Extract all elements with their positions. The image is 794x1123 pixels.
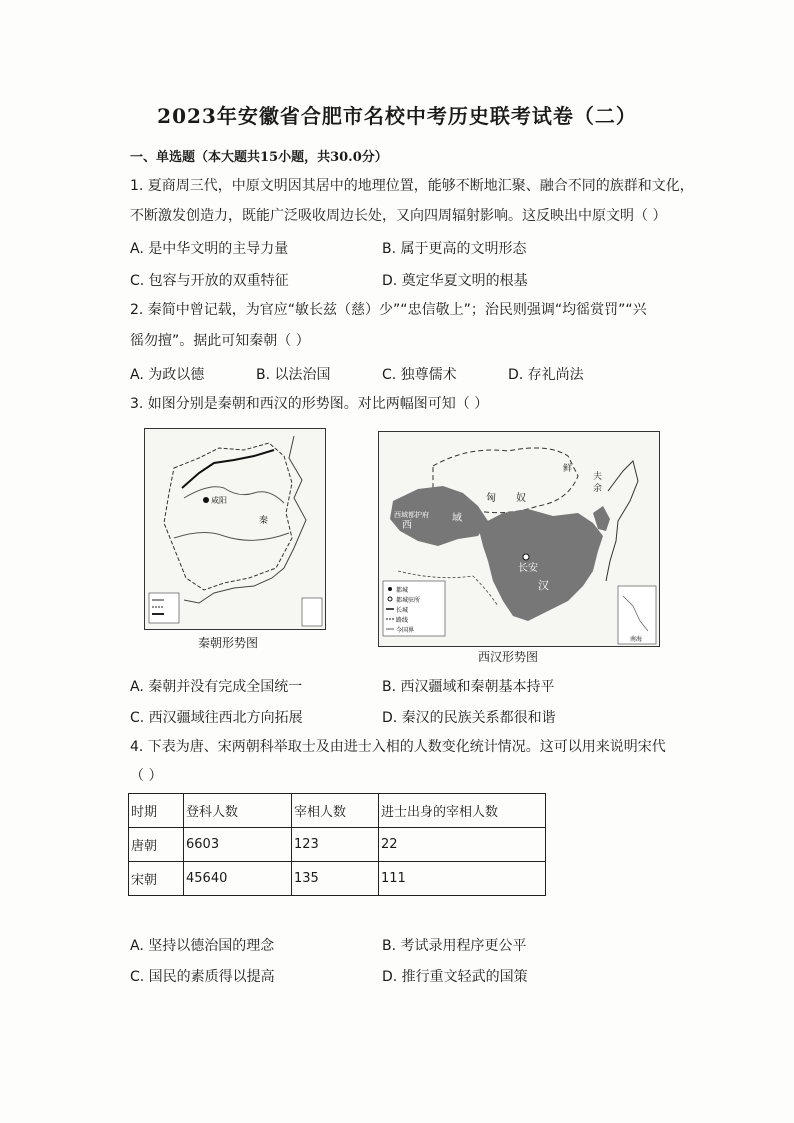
table-cell: 宋朝	[129, 862, 184, 896]
han-map-label-nu: 奴	[516, 493, 526, 504]
han-map-label-protectorate: 西域都护府	[394, 511, 429, 519]
q4-option-a[interactable]: A. 坚持以德治国的理念	[130, 938, 275, 954]
han-legend-route: 路线	[396, 617, 409, 624]
q3-option-c[interactable]: C. 西汉疆域往西北方向拓展	[130, 710, 303, 726]
q1-line-1: 1. 夏商周三代，中原文明因其居中的地理位置，能够不断地汇聚、融合不同的族群和文化，	[130, 178, 694, 194]
q4-option-d[interactable]: D. 推行重文轻武的国策	[382, 969, 528, 985]
han-legend-wall: 长城	[396, 607, 409, 614]
table-cell: 45640	[184, 862, 292, 896]
table-header-cell: 进士出身的宰相人数	[379, 794, 546, 828]
q1-line-2: 不断激发创造力，既能广泛吸收周边长处，又向四周辐射影响。这反映出中原文明（ ）	[130, 208, 667, 224]
q1-option-d[interactable]: D. 奠定华夏文明的根基	[382, 273, 528, 289]
q3-line-1: 3. 如图分别是秦朝和西汉的形势图。对比两幅图可知（ ）	[130, 396, 489, 412]
q2-line-1: 2. 秦简中曾记载，为官应“敏长兹（慈）少”“忠信敬上”；治民则强调“均徭赏罚”“兴	[130, 302, 647, 318]
q2-option-d[interactable]: D. 存礼尚法	[508, 367, 584, 383]
han-legend-border: 今国界	[396, 627, 415, 634]
q2-option-a[interactable]: A. 为政以德	[130, 367, 205, 383]
qin-map-caption: 秦朝形势图	[198, 636, 259, 650]
han-legend-seat: 都城驻所	[396, 597, 421, 604]
q3-option-d[interactable]: D. 秦汉的民族关系都很和谐	[382, 710, 556, 726]
han-map-label-nanhai: 南海	[630, 636, 643, 643]
table-header-cell: 登科人数	[184, 794, 292, 828]
table-cell: 135	[292, 862, 379, 896]
western-han-map	[378, 431, 660, 647]
table-header-cell: 宰相人数	[292, 794, 379, 828]
table-cell: 111	[379, 862, 546, 896]
han-map-label-yu2: 余	[593, 484, 603, 494]
q3-option-b[interactable]: B. 西汉疆域和秦朝基本持平	[382, 679, 555, 695]
han-map-label-han: 汉	[538, 579, 549, 592]
section-heading: 一、单选题（本大题共15小题，共30.0分）	[130, 150, 388, 165]
table-row	[129, 862, 546, 896]
table-header-row	[129, 794, 546, 828]
q2-option-b[interactable]: B. 以法治国	[256, 367, 331, 383]
table-cell: 6603	[184, 828, 292, 862]
table-cell: 22	[379, 828, 546, 862]
qin-map	[144, 428, 326, 630]
table-cell: 唐朝	[129, 828, 184, 862]
han-map-label-xiong: 匈	[486, 493, 496, 504]
han-map-label-yu: 域	[452, 513, 462, 524]
qin-map-label-xianyang: 咸阳	[211, 496, 227, 505]
han-map-label-xian: 鲜	[563, 464, 573, 474]
q3-option-a[interactable]: A. 秦朝并没有完成全国统一	[130, 679, 303, 695]
table-row	[129, 828, 546, 862]
han-map-label-changan: 长安	[518, 563, 538, 574]
qin-map-label-qin: 秦	[259, 516, 269, 526]
q4-line-1: 4. 下表为唐、宋两朝科举取士及由进士入相的人数变化统计情况。这可以用来说明宋代	[130, 739, 666, 755]
stats-table	[128, 793, 546, 896]
han-map-label-fu: 夫	[593, 472, 603, 482]
table-cell: 123	[292, 828, 379, 862]
han-map-label-xi: 西	[402, 520, 412, 531]
q1-option-b[interactable]: B. 属于更高的文明形态	[382, 241, 527, 257]
q4-line-2: （ ）	[130, 768, 163, 784]
q1-option-a[interactable]: A. 是中华文明的主导力量	[130, 241, 289, 257]
table-header-cell: 时期	[129, 794, 184, 828]
q2-option-c[interactable]: C. 独尊儒术	[382, 367, 457, 383]
q4-option-b[interactable]: B. 考试录用程序更公平	[382, 938, 527, 954]
han-map-caption: 西汉形势图	[478, 650, 539, 664]
q4-option-c[interactable]: C. 国民的素质得以提高	[130, 969, 275, 985]
page-title: 2023年安徽省合肥市名校中考历史联考试卷（二）	[157, 104, 637, 128]
q2-line-2: 徭勿擅”。据此可知秦朝（ ）	[130, 333, 310, 349]
han-legend-capital: 都城	[396, 587, 409, 594]
q1-option-c[interactable]: C. 包容与开放的双重特征	[130, 273, 289, 289]
